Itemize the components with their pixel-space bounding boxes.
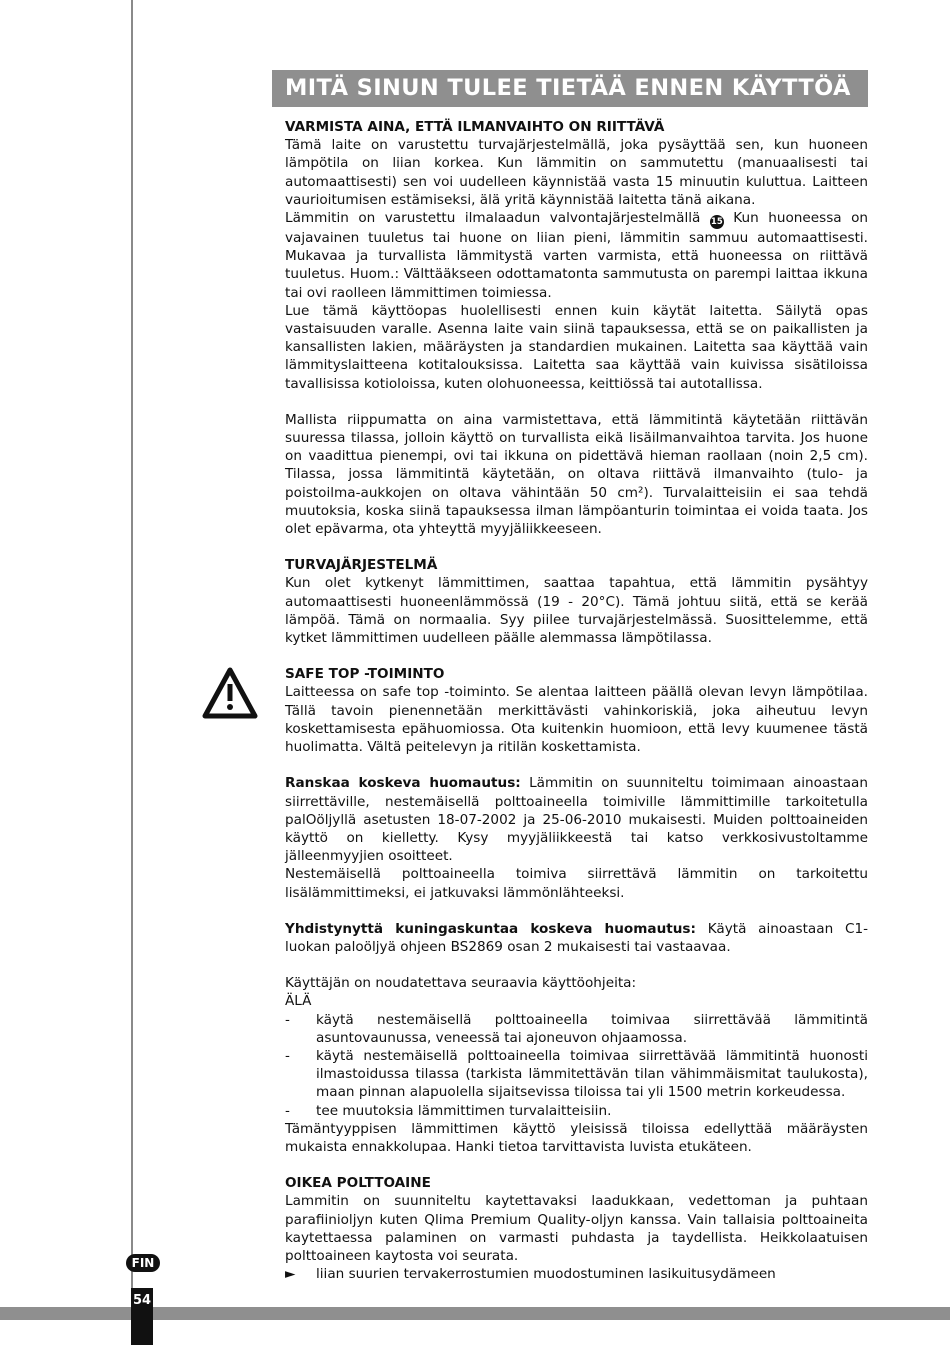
paragraph: Mallista riippumatta on aina varmistettava, että lämmitintä käytetään riittävän suuressa tilassa, jolloin käyttö on turvallista eikä lisäilmanvaihtoa tarvita. Jos huone on vaadittua pienempi, ovi tai ikkuna on pidettävä hieman raollaan (noin 2,5 cm). Tilassa, jossa lämmitintä käytetään, on oltava riittävä ilmanvaihto (tulo- ja poistoilma-aukkojen on oltava vähintään 50 cm²). Turvalaitteisiin ei saa tehdä muutoksia, koska siinä tapauksessa ilman lämpöanturin toimintaa ei voida taata. Jos olet epävarma, ota yhteyttä myyjäliikkeeseen. <box>285 411 868 538</box>
paragraph: Nestemäisellä polttoaineella toimiva siirrettävä lämmitin on tarkoitettu lisälämmittimeksi, ei jatkuvaksi lämmönlähteeksi. <box>285 866 868 901</box>
instructions-intro: Käyttäjän on noudatettava seuraavia käyttöohjeita: <box>285 975 637 992</box>
paragraph: Laitteessa on safe top -toiminto. Se alentaa laitteen päällä olevan levyn lämpötilaa. Tällä tavoin pienennetään merkittävästi vahinkoriskiä, joka aiheutuu levyn koskettamisesta epähuomiossa. Ota kuitenkin huomioon, että levy kuumenee tästä huolimatta. Vältä peitelevyn ja ritilän koskettamista. <box>285 684 868 756</box>
paragraph: Tämä laite on varustettu turvajärjestelmällä, joka pysäyttää sen, kun huoneen lämpötila on liian korkea. Kun lämmitin on sammutettu (manuaalisesti tai automaattisesti) sen voi uudelleen käynnistää vasta 15 minuutin kuluttua. Laitteen vaurioitumisen estämiseksi, älä yritä käynnistää laitetta tänä aikana. <box>285 137 868 208</box>
paragraph: Lämmitin on varustettu ilmalaadun valvontajärjestelmällä 15 Kun huoneessa on vajavainen tuuletus tai huone on liian pieni, lämmitin sammuu automaattisesti. Mukavaa ja turvallista lämmitystä varten varmista, että huoneessa on riittävä tuuletus. Huom.: Välttääkseen odottamatonta sammutusta on parempi laittaa ikkuna tai ovi raolleen lämmittimen toimiessa. <box>285 210 869 301</box>
paragraph-uk-note: Yhdistynyttä kuningaskuntaa koskeva huomautus: Käytä ainoastaan C1-luokan paloöljyä ohjeen BS2869 osan 2 mukaisesti tai vastaavaa. <box>285 920 868 955</box>
reference-number-badge: 15 <box>710 217 723 228</box>
section-heading-safe-top: SAFE TOP -TOIMINTO <box>285 666 445 683</box>
paragraph: Lammitin on suunniteltu kaytettavaksi laadukkaan, vedettoman ja puhtaan parafiinioljyn kuten Qlima Premium Quality-oljyn kanssa. Vain tallaisia polttoaineita kaytettaessa palaminen on varmasti puhdasta ja taydellista. Heikkolaatuisen polttoaineen kaytosta voi seurata. <box>285 1193 868 1264</box>
triangle-bullet-icon: ► <box>285 1266 296 1283</box>
paragraph: Lue tämä käyttöopas huolellisesti ennen kuin käytät laitetta. Säilytä opas vastaisuuden varalle. Asenna laite vain siinä tapauksessa, että se on paikallisten ja kansallisten lakien, määräysten ja standardien mukainen. Laitetta saa käyttää vain lämmityslaitteena kotitalouksissa. Laitetta saa käyttää vain kuivissa sisätiloissa tavallisissa kotioloissa, kuten olohuoneessa, keittiössä tai autotallissa. <box>285 302 868 392</box>
main-content <box>285 118 868 1283</box>
list-item: - käytä nestemäisellä polttoaineella toimivaa siirrettävää lämmitintä asuntovaunussa, veneessä tai ajoneuvon ohjaamossa. <box>285 1011 868 1046</box>
uk-note-label: Yhdistynyttä kuningaskuntaa koskeva huomautus: <box>285 920 696 937</box>
section-heading-fuel: OIKEA POLTTOAINE <box>285 1175 431 1192</box>
list-item: - tee muutoksia lämmittimen turvalaitteisiin. <box>285 1102 612 1119</box>
list-item: ► liian suurien tervakerrostumien muodostuminen lasikuitusydämeen <box>285 1266 776 1283</box>
page-number: 54 <box>131 1288 153 1345</box>
paragraph-france-note: Ranskaa koskeva huomautus: Lämmitin on suunniteltu toimimaan ainoastaan siirrettäville, nestemäisellä polttoaineella toimiville lämmittimille tarkoitetulla palOöljyllä asetusten 18-07-2002 ja 25-06-2010 mukaisesti. Muiden polttoaineiden käyttö on kielletty. Kysy myyjäliikkeestä tai katso verkkosivustoltamme jälleenmyyjien osoitteet. <box>285 775 868 865</box>
section-heading-safety-system: TURVAJÄRJESTELMÄ <box>285 557 438 574</box>
language-badge: FIN <box>126 1254 160 1272</box>
section-heading-ventilation: VARMISTA AINA, ETTÄ ILMANVAIHTO ON RIITTÄVÄ <box>285 119 665 135</box>
page-title: MITÄ SINUN TULEE TIETÄÄ ENNEN KÄYTTÖÄ <box>272 70 868 107</box>
france-note-label: Ranskaa koskeva huomautus: <box>285 775 521 792</box>
left-margin-rule <box>131 0 133 1345</box>
list-item: - käytä nestemäisellä polttoaineella toimivaa siirrettävää lämmitintä huonosti ilmastoidussa tilassa (tarkista lämmitettävän tilan vähimmäismitat taulukosta), maan pinnan alapuolella sijaitsevissa tiloissa tai yli 1500 metrin korkeudessa. <box>285 1047 868 1101</box>
footer-gap <box>153 1320 248 1343</box>
warning-triangle-icon <box>202 667 258 719</box>
paragraph: Kun olet kytkenyt lämmittimen, saattaa tapahtua, että lämmitin pysähtyy automaattisesti huoneenlämmössä (19 - 20°C). Tämä johtuu siitä, että se kerää lämpöä. Tämä on normaalia. Syy piilee turvajärjestelmässä. Suosittelemme, että kytket lämmittimen uudelleen päälle alemmassa lämpötilassa. <box>285 575 868 647</box>
paragraph: Tämäntyyppisen lämmittimen käyttö yleisissä tiloissa edellyttää määräysten mukaista ennakkolupaa. Hanki tietoa tarvittavista luvista etukäteen. <box>285 1120 868 1155</box>
instructions-dont: ÄLÄ <box>285 993 312 1010</box>
